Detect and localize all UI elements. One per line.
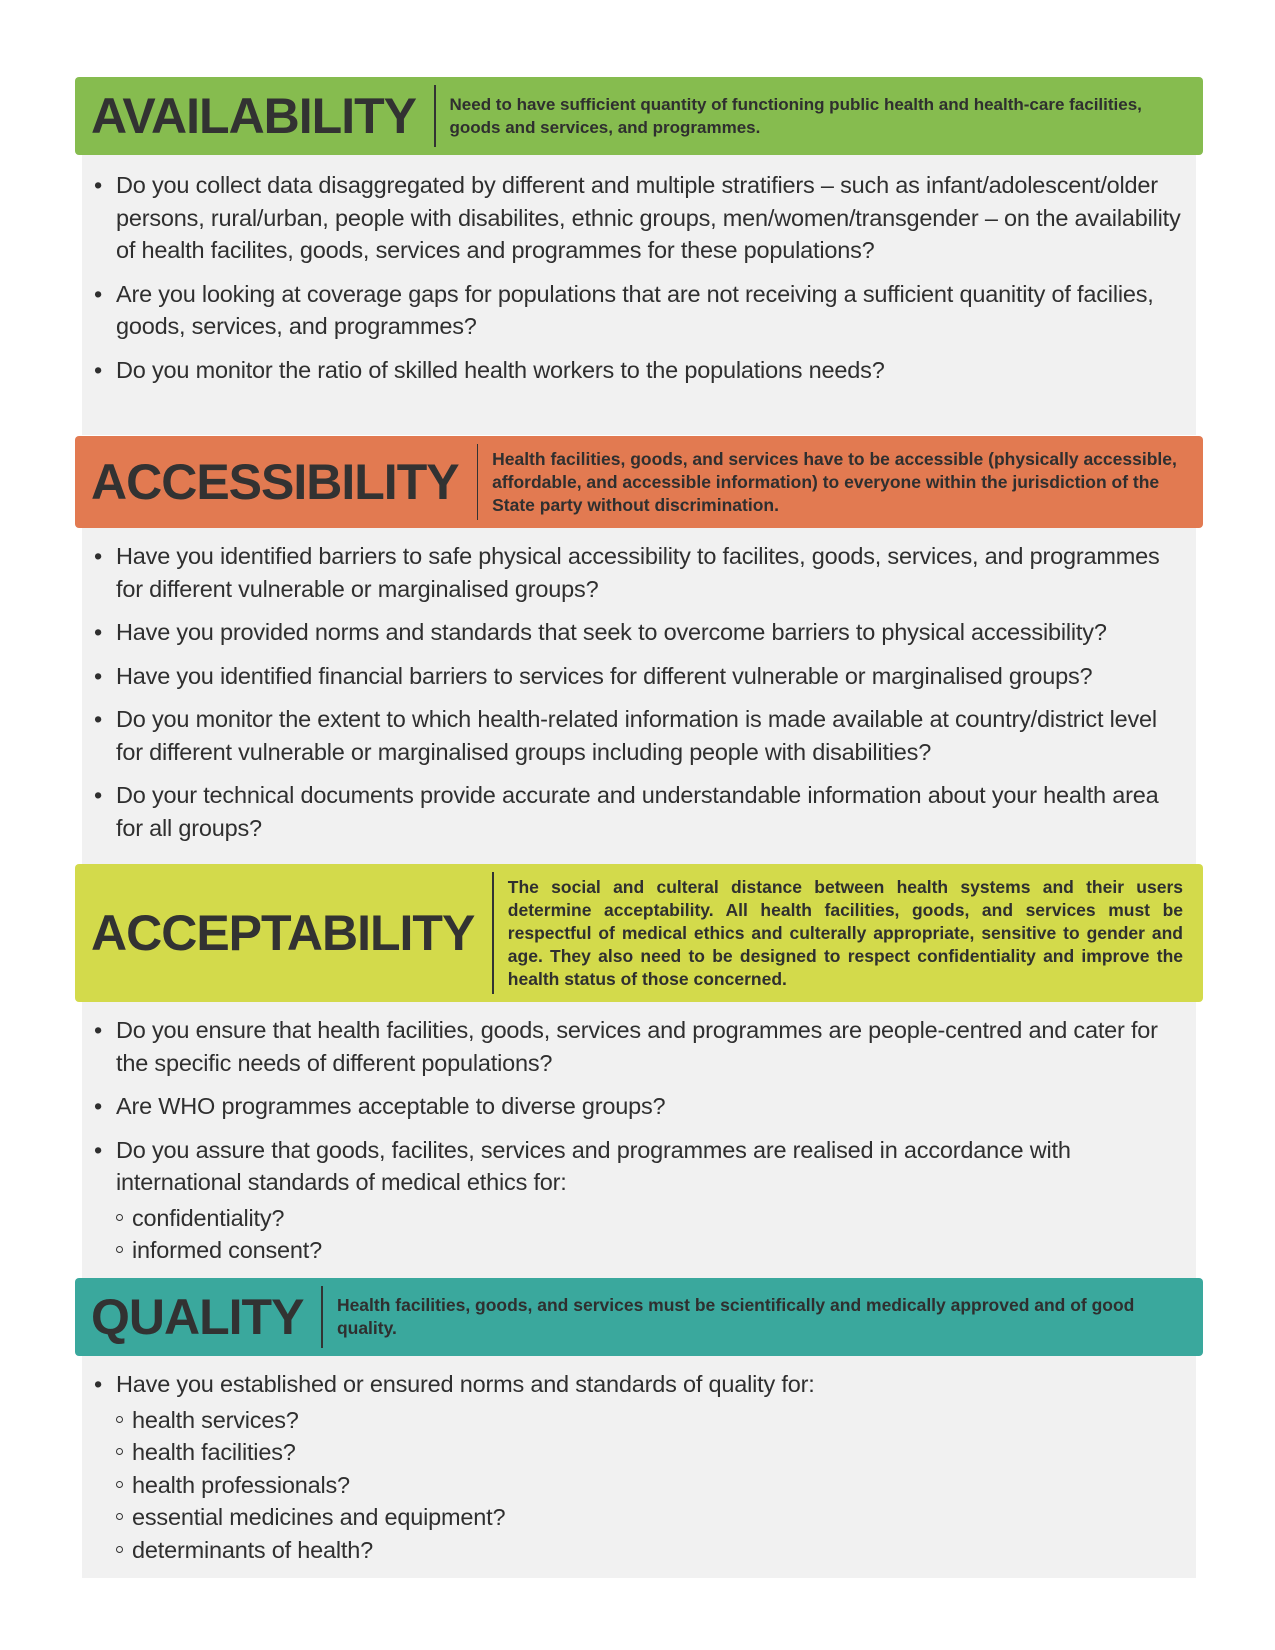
bullet-icon: • <box>94 172 103 198</box>
bullet-text: Have you provided norms and standards that seek to overcome barriers to physical accessibility? <box>116 619 1107 645</box>
availability-header <box>75 77 1203 155</box>
section-description: Health facilities, goods, and services must be scientifically and medically approved and of good quality. <box>336 1295 1135 1338</box>
sub-bullet-text: informed consent? <box>132 1237 322 1263</box>
list-item <box>90 1090 1182 1123</box>
list-item <box>90 779 1182 844</box>
bullet-icon: • <box>94 1017 103 1043</box>
section-description: Health facilities, goods, and services have to be accessible (physically accessible, affordable, and accessible information) to everyone within the jurisdiction of the State party without discrimination. <box>492 448 1177 515</box>
circle-bullet-icon <box>116 1513 123 1520</box>
list-item <box>90 169 1182 267</box>
bullet-text: Have you established or ensured norms and standards of quality for: <box>116 1371 815 1397</box>
bullet-icon: • <box>94 1136 103 1163</box>
circle-bullet-icon <box>116 1416 123 1423</box>
quality-body <box>82 1356 1196 1578</box>
list-item <box>90 354 1182 387</box>
sub-list-item <box>90 1534 1182 1567</box>
bullet-text: Have you identified financial barriers to services for different vulnerable or marginalised groups? <box>116 662 1093 689</box>
circle-bullet-icon <box>116 1246 123 1253</box>
section-description: The social and culteral distance between health systems and their users determine acceptability. All health facilities, goods, and services must be respectful of medical ethics and culterally appropriate, sensitive to gender and age. They also need to be designed to respect confidentiality and improve the health status of those concerned. <box>507 876 1183 989</box>
circle-bullet-icon <box>116 1214 123 1221</box>
sub-bullet-text: determinants of health? <box>132 1536 374 1563</box>
bullet-icon: • <box>94 356 103 383</box>
bullet-text: Do your technical documents provide accurate and understandable information about your health area for all groups? <box>116 782 1159 841</box>
bullet-icon: • <box>94 662 103 689</box>
sub-list-item <box>90 1469 1182 1502</box>
section-title: AVAILABILITY <box>91 88 417 144</box>
sub-bullet-text: health facilities? <box>132 1439 296 1465</box>
bullet-text: Do you collect data disaggregated by different and multiple stratifiers – such as infant/adolescent/older persons, rural/urban, people with disabilites, ethnic groups, men/women/transgender – on the availability of health facilites, goods, services and programmes for these populations? <box>116 172 1181 263</box>
acceptability-header <box>75 864 1203 1002</box>
quality-header <box>75 1278 1203 1356</box>
bullet-text: Are you looking at coverage gaps for populations that are not receiving a sufficient quanitity of facilies, goods, services, and programmes? <box>116 280 1154 339</box>
sub-bullet-text: essential medicines and equipment? <box>132 1504 506 1530</box>
list-item <box>90 540 1182 605</box>
section-title: ACCESSIBILITY <box>91 454 459 510</box>
bullet-text: Do you ensure that health facilities, goods, services and programmes are people-centred and cater for the specific needs of different populations? <box>116 1017 1158 1076</box>
bullet-text: Have you identified barriers to safe physical accessibility to facilites, goods, services, and programmes for different vulnerable or marginalised groups? <box>116 543 1160 602</box>
bullet-icon: • <box>94 543 103 569</box>
section-title: ACCEPTABILITY <box>91 905 475 961</box>
bullet-icon: • <box>94 1371 103 1397</box>
list-item <box>90 660 1182 693</box>
bullet-text: Do you monitor the extent to which health-related information is made available at country/district level for different vulnerable or marginalised groups including people with disabilities? <box>116 706 1157 765</box>
bullet-text: Do you monitor the ratio of skilled health workers to the populations needs? <box>116 356 885 383</box>
availability-body <box>82 155 1196 435</box>
sub-bullet-text: confidentiality? <box>132 1204 285 1231</box>
accessibility-header <box>75 436 1203 528</box>
sub-list-item <box>90 1501 1182 1534</box>
list-item <box>90 1368 1182 1401</box>
list-item <box>90 703 1182 768</box>
sub-list-item <box>90 1404 1182 1437</box>
bullet-icon: • <box>94 619 103 645</box>
bullet-text: Do you assure that goods, facilites, services and programmes are realised in accordance with international standards of medical ethics for: <box>116 1136 1071 1195</box>
bullet-icon: • <box>94 782 103 808</box>
section-description: Need to have sufficient quantity of functioning public health and health-care facilities, goods and services, and programmes. <box>449 95 1142 137</box>
sub-list-item <box>90 1436 1182 1469</box>
sub-bullet-text: health professionals? <box>132 1471 350 1498</box>
sub-list-item <box>90 1234 1182 1267</box>
sub-list-item <box>90 1202 1182 1235</box>
circle-bullet-icon <box>116 1448 123 1455</box>
list-item <box>90 616 1182 649</box>
circle-bullet-icon <box>116 1481 123 1488</box>
list-item <box>90 1014 1182 1079</box>
accessibility-body <box>82 528 1196 864</box>
circle-bullet-icon <box>116 1546 123 1553</box>
bullet-icon: • <box>94 1093 103 1119</box>
acceptability-body <box>82 1002 1196 1278</box>
sub-bullet-text: health services? <box>132 1406 299 1433</box>
list-item <box>90 278 1182 343</box>
section-title: QUALITY <box>91 1289 304 1345</box>
list-item <box>90 1134 1182 1199</box>
bullet-icon: • <box>94 280 103 307</box>
bullet-icon: • <box>94 706 103 732</box>
bullet-text: Are WHO programmes acceptable to diverse groups? <box>116 1093 666 1119</box>
